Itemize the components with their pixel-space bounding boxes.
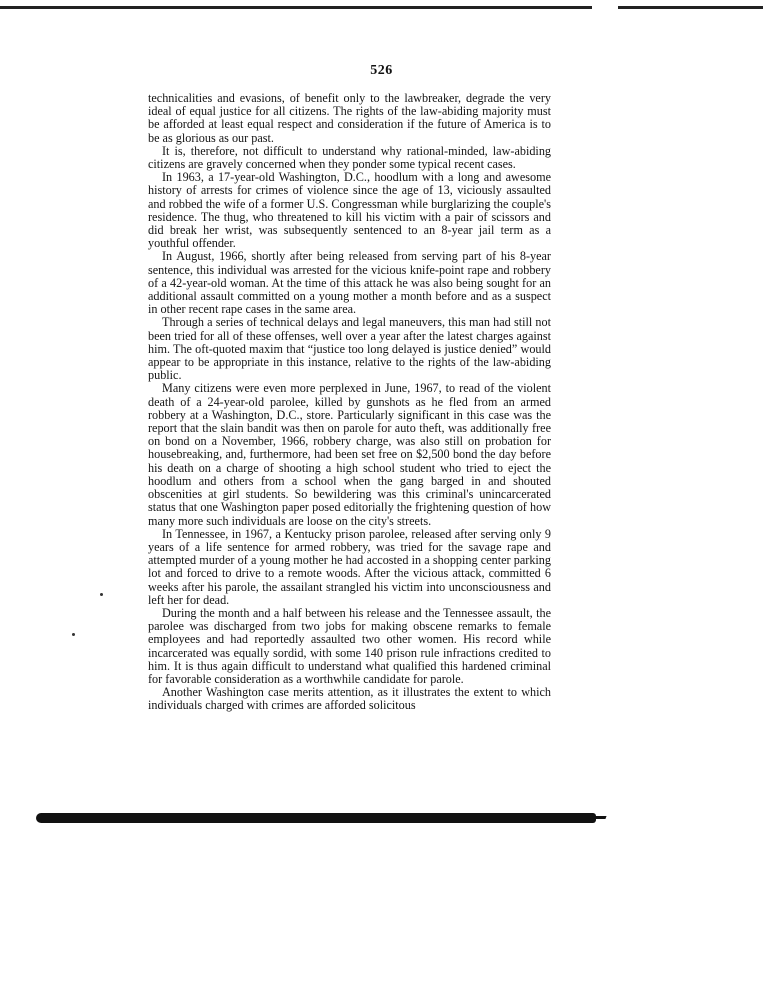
scan-speck: [100, 593, 103, 596]
bottom-scan-border-tail: [589, 816, 606, 819]
paragraph: Many citizens were even more perplexed in June, 1967, to read of the violent death of a 24-year-old parolee, killed by gunshots as he fled from an armed robbery at a Washington, D.C., store. Particularly significant in this case was the report that the slain bandit was then on parole for auto theft, was additionally free on bond on a November, 1966, robbery charge, was also still on probation for housebreaking, and, furthermore, had been set free on $2,500 bond the day before his death on a charge of shooting a high school student who tried to eject the hoodlum and others from a school when the gang barged in and shouted obscenities at girl students. So bewildering was this criminal's unincarcerated status that one Washington paper posed editorially the frightening question of how many more such individuals are loose on the city's streets.: [148, 381, 551, 528]
body-text: [148, 92, 551, 713]
paragraph: Another Washington case merits attention, as it illustrates the extent to which individuals charged with crimes are afforded solicitous: [148, 685, 551, 713]
page-number: 526: [370, 63, 393, 78]
paragraph: In Tennessee, in 1967, a Kentucky prison parolee, released after serving only 9 years of a life sentence for armed robbery, was tried for the savage rape and attempted murder of a young mother he had accosted in a shopping center parking lot and forced to drive to a remote woods. After the vicious attack, committed 6 weeks after his parole, the assailant strangled his victim into unconsciousness and left her for dead.: [148, 526, 551, 607]
paragraph: In 1963, a 17-year-old Washington, D.C., hoodlum with a long and awesome history of arrests for crimes of violence since the age of 13, viciously assaulted and robbed the wife of a former U.S. Congressman while burglarizing the couple's residence. The thug, who threatened to kill his victim with a pair of scissors and did break her wrist, was subsequently sentenced to an 8-year jail term as a youthful offender.: [148, 170, 551, 251]
paragraph: Through a series of technical delays and legal maneuvers, this man had still not been tried for all of these offenses, well over a year after the latest charges against him. The oft-quoted maxim that “justice too long delayed is justice denied” would appear to be appropriate in this instance, relative to the rights of the law-abiding public.: [148, 315, 551, 383]
scan-speck: [72, 633, 75, 636]
top-scan-border-gap: [592, 5, 618, 10]
paragraph: In August, 1966, shortly after being released from serving part of his 8-year sentence, this individual was arrested for the vicious knife-point rape and robbery of a 42-year-old woman. At the time of this attack he was also being sought for an additional assault committed on a young mother a month before and as a suspect in other recent rape cases in the same area.: [148, 249, 551, 317]
paragraph: technicalities and evasions, of benefit only to the lawbreaker, degrade the very ideal of equal justice for all citizens. The rights of the law-abiding majority must be afforded at least equal respect and consideration if the future of America is to be as glorious as our past.: [148, 91, 551, 145]
bottom-scan-border: [36, 813, 596, 823]
top-scan-border: [0, 6, 763, 9]
paragraph: It is, therefore, not difficult to understand why rational-minded, law-abiding citizens are gravely concerned when they ponder some typical recent cases.: [148, 143, 551, 172]
paragraph: During the month and a half between his release and the Tennessee assault, the parolee was discharged from two jobs for making obscene remarks to female employees and had reportedly assaulted two other women. His record while incarcerated was equally sordid, with some 140 prison rule infractions credited to him. It is thus again difficult to understand what qualified this hardened criminal for favorable consideration as a worthwhile candidate for parole.: [148, 605, 551, 686]
